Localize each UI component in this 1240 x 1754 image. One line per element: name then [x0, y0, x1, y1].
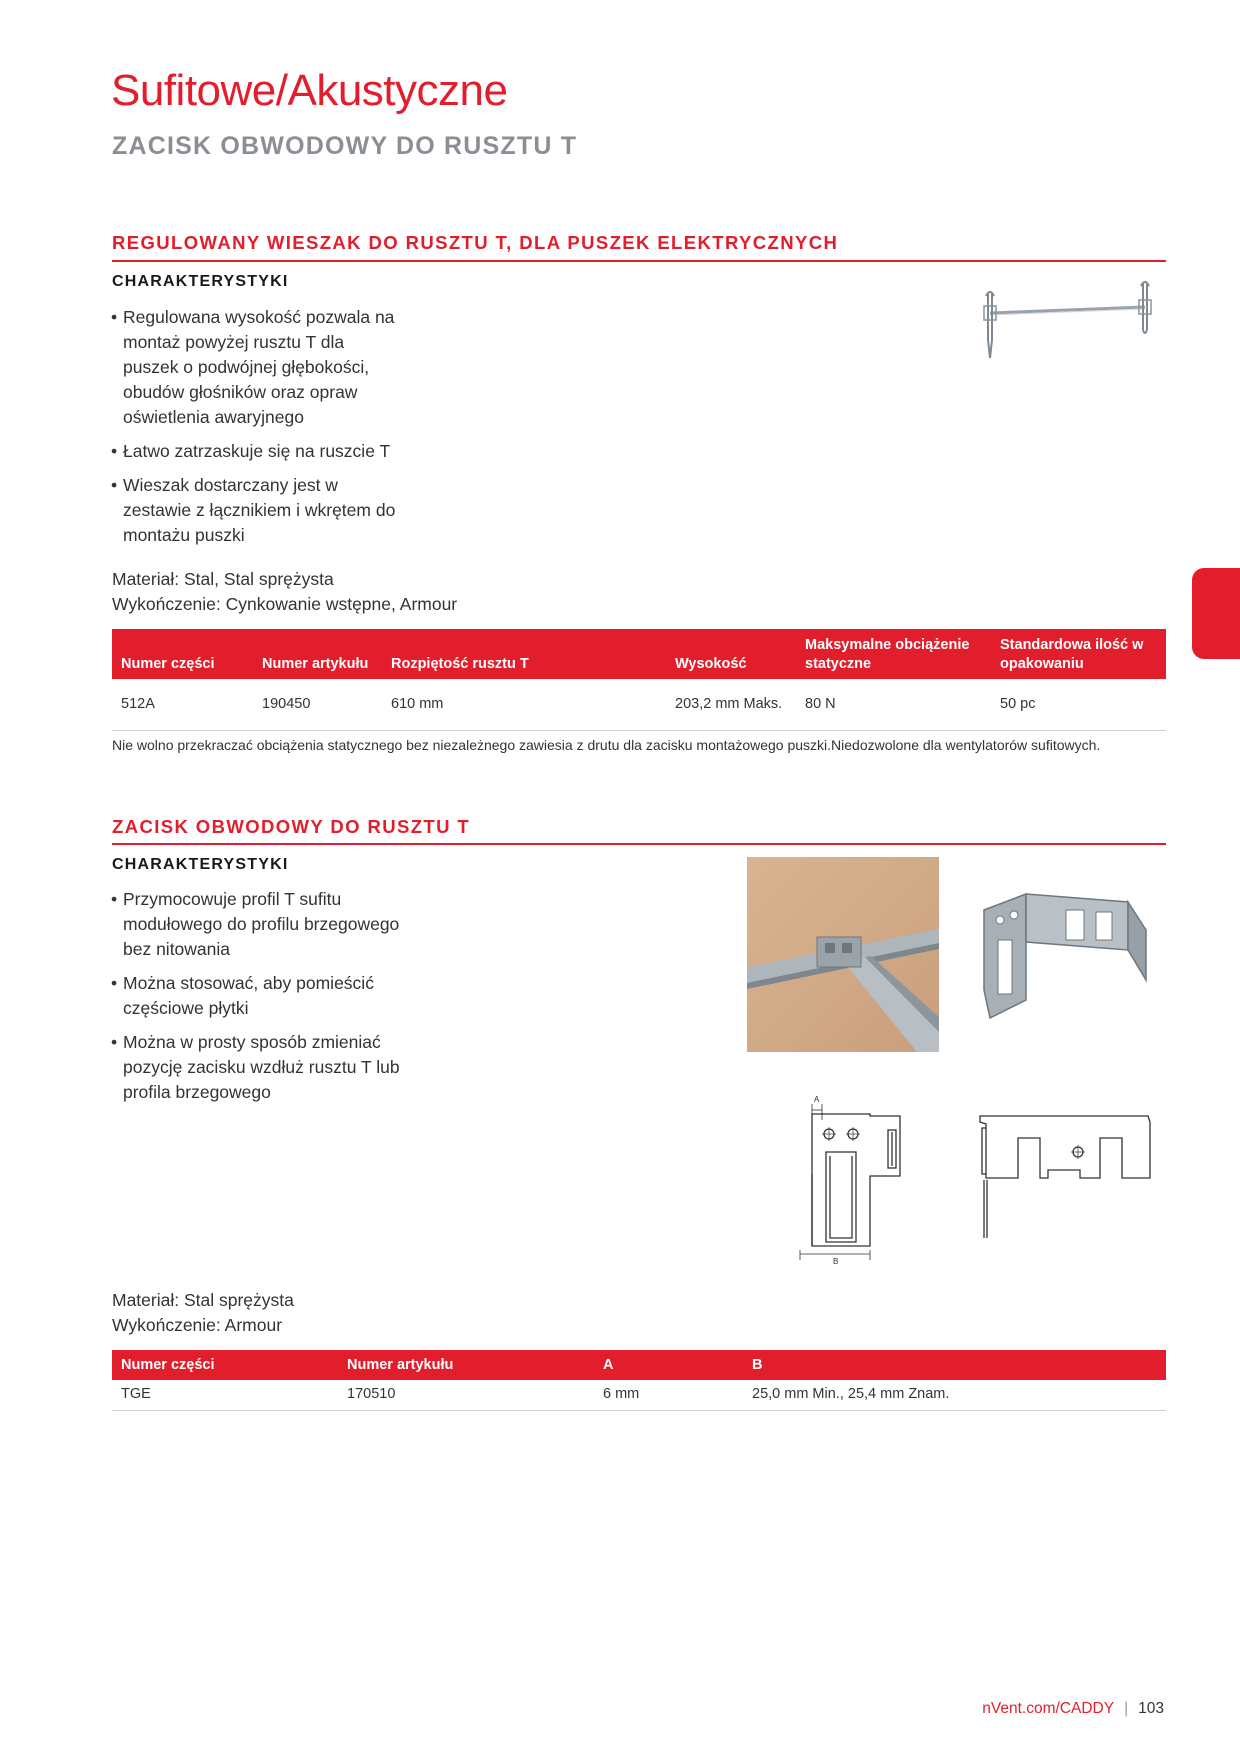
chapter-tab	[1192, 568, 1240, 659]
finish-text: Wykończenie: Cynkowanie wstępne, Armour	[112, 594, 458, 614]
table-cell: 50 pc	[991, 679, 1166, 730]
table-header-row	[112, 629, 1166, 679]
spec-table	[112, 1350, 1166, 1411]
table-header: Numer części	[112, 629, 253, 679]
feature-item: • Wieszak dostarczany jest w zestawie z łącznikiem i wkrętem do montażu puszki	[111, 473, 401, 548]
table-cell: 203,2 mm Maks.	[666, 679, 796, 730]
characteristics-heading: CHARAKTERYSTYKI	[112, 273, 289, 290]
characteristics-heading: CHARAKTERYSTYKI	[112, 856, 289, 873]
material-text: Materiał: Stal sprężysta	[112, 1290, 294, 1310]
footer-url[interactable]: nVent.com/CADDY	[982, 1700, 1115, 1717]
feature-item: • Można w prosty sposób zmieniać pozycję zacisku wzdłuż rusztu T lub profila brzegowego	[111, 1030, 431, 1105]
table-cell: 190450	[253, 679, 382, 730]
table-row	[112, 1380, 1166, 1410]
feature-item: • Przymocowuje profil T sufitu modułowego do profilu brzegowego bez nitowania	[111, 887, 431, 962]
table-cell: 512A	[112, 679, 253, 730]
clip-front-drawing	[790, 1092, 905, 1264]
table-cell: 170510	[338, 1380, 594, 1410]
section-rule	[112, 260, 1166, 262]
section-title: REGULOWANY WIESZAK DO RUSZTU T, DLA PUSZEK ELEKTRYCZNYCH	[112, 232, 839, 253]
note-text: Nie wolno przekraczać obciążenia statycznego bez niezależnego zawiesia z drutu dla zacisku montażowego puszki.Niedozwolone dla wentylatorów sufitowych.	[112, 737, 1101, 753]
footer-separator: |	[1124, 1700, 1129, 1717]
footer	[982, 1700, 1164, 1718]
table-header: A	[594, 1350, 743, 1380]
drawing-label-b: B	[833, 1257, 839, 1264]
feature-item: • Łatwo zatrzaskuje się na ruszcie T	[111, 439, 401, 464]
feature-item: • Regulowana wysokość pozwala na montaż powyżej rusztu T dla puszek o podwójnej głębokości, obudów głośników oraz opraw oświetlenia awaryjnego	[111, 305, 401, 430]
table-header-row	[112, 1350, 1166, 1380]
table-cell: 25,0 mm Min., 25,4 mm Znam.	[743, 1380, 1166, 1410]
feature-list	[111, 887, 431, 1114]
table-header: B	[743, 1350, 1166, 1380]
table-header: Numer artykułu	[253, 629, 382, 679]
feature-list	[111, 305, 401, 557]
material-text: Materiał: Stal, Stal sprężysta	[112, 569, 334, 589]
table-header: Maksymalne obciążenie statyczne	[796, 629, 991, 679]
clip-installed-photo	[747, 857, 939, 1052]
page-number: 103	[1138, 1700, 1164, 1717]
table-header: Wysokość	[666, 629, 796, 679]
page-subtitle: ZACISK OBWODOWY DO RUSZTU T	[112, 132, 578, 160]
table-cell: 6 mm	[594, 1380, 743, 1410]
section-rule	[112, 843, 1166, 845]
section-title: ZACISK OBWODOWY DO RUSZTU T	[112, 816, 471, 837]
page-title: Sufitowe/Akustyczne	[111, 66, 508, 115]
table-row	[112, 679, 1166, 730]
table-header: Numer części	[112, 1350, 338, 1380]
hanger-product-image	[980, 280, 1155, 364]
table-header: Standardowa ilość w opakowaniu	[991, 629, 1166, 679]
spec-table	[112, 629, 1166, 731]
table-cell: 80 N	[796, 679, 991, 730]
table-cell: 610 mm	[382, 679, 666, 730]
table-header: Numer artykułu	[338, 1350, 594, 1380]
table-header: Rozpiętość rusztu T	[382, 629, 666, 679]
clip-side-drawing	[976, 1110, 1154, 1245]
finish-text: Wykończenie: Armour	[112, 1315, 283, 1335]
clip-product-image	[978, 890, 1150, 1020]
feature-item: • Można stosować, aby pomieścić częściowe płytki	[111, 971, 431, 1021]
table-cell: TGE	[112, 1380, 338, 1410]
drawing-label-a: A	[814, 1095, 820, 1104]
